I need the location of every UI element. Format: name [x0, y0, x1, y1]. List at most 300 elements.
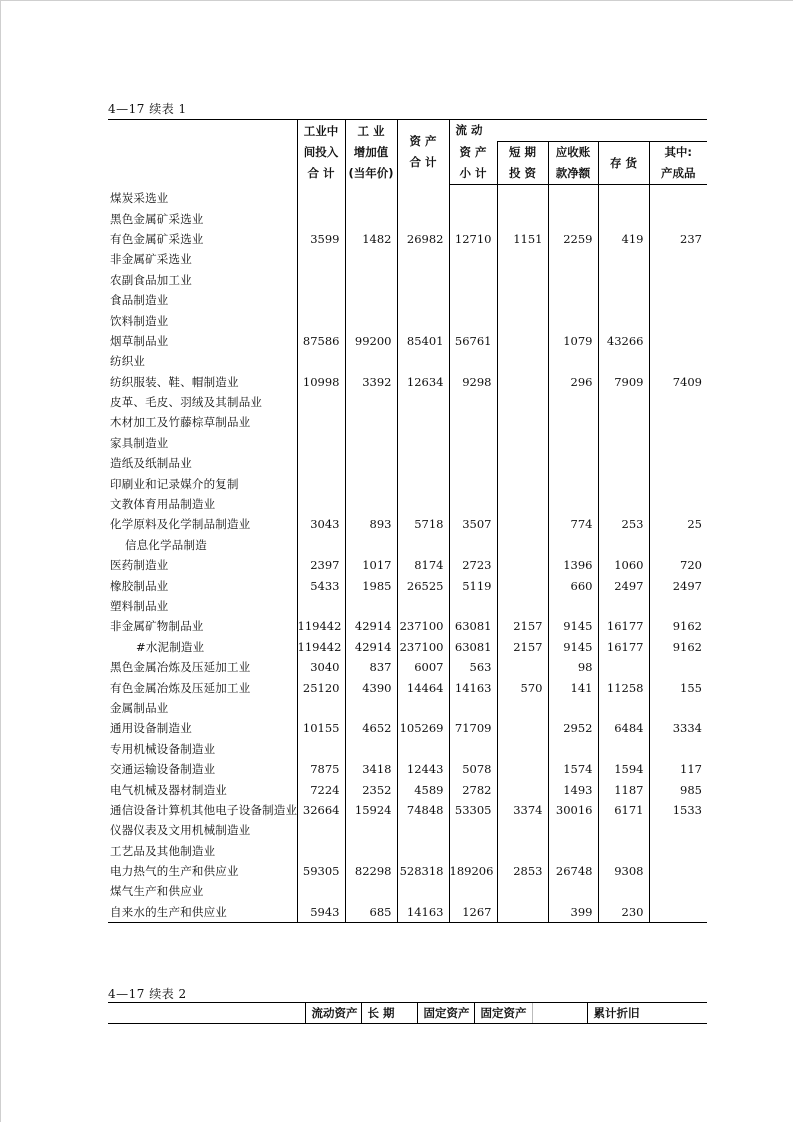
value-cell: [598, 881, 649, 901]
value-cell: [449, 881, 497, 901]
value-cell: [397, 392, 449, 412]
value-cell: 12443: [397, 759, 449, 779]
value-cell: [297, 310, 345, 330]
value-cell: [497, 779, 548, 799]
industry-name: 煤气生产和供应业: [110, 884, 204, 899]
industry-name: 电力热气的生产和供应业: [110, 864, 239, 879]
value-cell: [449, 739, 497, 759]
value-cell: [598, 208, 649, 228]
value-cell: 105269: [397, 718, 449, 738]
value-cell: [649, 331, 707, 351]
value-cell: [345, 739, 397, 759]
value-cell: [548, 535, 598, 555]
table2-col-current-assets: 流动资产: [305, 1003, 361, 1024]
value-cell: [345, 881, 397, 901]
value-cell: [297, 185, 345, 209]
value-cell: 9162: [649, 637, 707, 657]
value-cell: 2853: [497, 861, 548, 881]
value-cell: [397, 820, 449, 840]
table-row: [108, 290, 707, 310]
value-cell: [345, 290, 397, 310]
value-cell: [449, 453, 497, 473]
value-cell: 5943: [297, 902, 345, 923]
value-cell: [397, 596, 449, 616]
table-header: [108, 120, 707, 185]
industry-name: 食品制造业: [110, 293, 169, 308]
value-cell: [449, 433, 497, 453]
value-cell: [397, 310, 449, 330]
value-cell: [598, 841, 649, 861]
industry-name: 文教体育用品制造业: [110, 497, 216, 512]
value-cell: 9298: [449, 372, 497, 392]
value-cell: 32664: [297, 800, 345, 820]
value-cell: [598, 657, 649, 677]
industry-name: 造纸及纸制品业: [110, 456, 192, 471]
value-cell: 63081: [449, 616, 497, 636]
value-cell: 893: [345, 514, 397, 534]
value-cell: 3374: [497, 800, 548, 820]
value-cell: [345, 698, 397, 718]
value-cell: 563: [449, 657, 497, 677]
table2-col-fixed-assets: 固定资产: [417, 1003, 474, 1024]
industry-name: 煤炭采选业: [110, 190, 169, 205]
table-row: [108, 881, 707, 901]
value-cell: [397, 208, 449, 228]
value-cell: [598, 185, 649, 209]
value-cell: [497, 841, 548, 861]
value-cell: 3334: [649, 718, 707, 738]
value-cell: 230: [598, 902, 649, 923]
value-cell: [297, 270, 345, 290]
value-cell: 2352: [345, 779, 397, 799]
value-cell: [397, 290, 449, 310]
value-cell: [598, 310, 649, 330]
value-cell: [297, 596, 345, 616]
value-cell: [449, 412, 497, 432]
industry-name: 医药制造业: [110, 558, 169, 573]
value-cell: [497, 698, 548, 718]
value-cell: 2397: [297, 555, 345, 575]
value-cell: [397, 351, 449, 371]
value-cell: [297, 841, 345, 861]
value-cell: 3599: [297, 229, 345, 249]
value-cell: 1151: [497, 229, 548, 249]
value-cell: [449, 473, 497, 493]
value-cell: 25: [649, 514, 707, 534]
value-cell: [548, 433, 598, 453]
value-cell: [397, 473, 449, 493]
table2-col-depreciation: 累计折旧: [587, 1003, 707, 1024]
value-cell: [397, 453, 449, 473]
industry-name: 纺织服装、鞋、帽制造业: [110, 374, 239, 389]
value-cell: 5718: [397, 514, 449, 534]
value-cell: [497, 310, 548, 330]
value-cell: [649, 861, 707, 881]
value-cell: [497, 820, 548, 840]
header-intermediate-input: 工业中 间投入 合 计: [297, 120, 345, 185]
page-edge-left: [0, 0, 1, 1122]
industry-name: 烟草制品业: [110, 333, 169, 348]
value-cell: 14464: [397, 677, 449, 697]
table-row: [108, 208, 707, 228]
value-cell: [449, 185, 497, 209]
value-cell: 12634: [397, 372, 449, 392]
value-cell: [497, 372, 548, 392]
value-cell: 141: [548, 677, 598, 697]
value-cell: [449, 270, 497, 290]
industry-name: 皮革、毛皮、羽绒及其制品业: [110, 395, 263, 410]
value-cell: 30016: [548, 800, 598, 820]
value-cell: [497, 392, 548, 412]
value-cell: [649, 453, 707, 473]
value-cell: [345, 433, 397, 453]
value-cell: 85401: [397, 331, 449, 351]
value-cell: [548, 270, 598, 290]
value-cell: 63081: [449, 637, 497, 657]
table-row: [108, 677, 707, 697]
value-cell: [548, 739, 598, 759]
table-row: [108, 310, 707, 330]
table-row: [108, 494, 707, 514]
value-cell: [649, 249, 707, 269]
value-cell: 253: [598, 514, 649, 534]
value-cell: 2157: [497, 637, 548, 657]
value-cell: [649, 433, 707, 453]
value-cell: 9308: [598, 861, 649, 881]
value-cell: 82298: [345, 861, 397, 881]
value-cell: [548, 841, 598, 861]
table-row: [108, 473, 707, 493]
value-cell: 5078: [449, 759, 497, 779]
header-total-assets: 资 产 合 计: [397, 120, 449, 185]
value-cell: [449, 392, 497, 412]
industry-name: 纺织业: [110, 354, 146, 369]
industry-name: 有色金属矿采选业: [110, 231, 204, 246]
value-cell: 2782: [449, 779, 497, 799]
value-cell: 6007: [397, 657, 449, 677]
value-cell: [598, 290, 649, 310]
value-cell: [297, 290, 345, 310]
value-cell: [297, 739, 345, 759]
value-cell: 419: [598, 229, 649, 249]
value-cell: [497, 535, 548, 555]
value-cell: 528318: [397, 861, 449, 881]
value-cell: [598, 494, 649, 514]
value-cell: 1187: [598, 779, 649, 799]
table-row: [108, 657, 707, 677]
header-current-assets-subtotal: 资 产 小 计: [449, 142, 497, 185]
value-cell: [598, 473, 649, 493]
value-cell: 71709: [449, 718, 497, 738]
value-cell: 2952: [548, 718, 598, 738]
value-cell: 119442: [297, 616, 345, 636]
value-cell: [449, 698, 497, 718]
value-cell: [345, 820, 397, 840]
value-cell: [345, 494, 397, 514]
industry-name: 交通运输设备制造业: [110, 762, 216, 777]
industry-name: 专用机械设备制造业: [110, 741, 216, 756]
value-cell: [649, 902, 707, 923]
value-cell: 1594: [598, 759, 649, 779]
value-cell: [449, 841, 497, 861]
value-cell: [397, 185, 449, 209]
value-cell: 5433: [297, 575, 345, 595]
value-cell: 7875: [297, 759, 345, 779]
value-cell: 2497: [649, 575, 707, 595]
header-value-added: 工 业 增加值 (当年价): [345, 120, 397, 185]
value-cell: 985: [649, 779, 707, 799]
value-cell: 26982: [397, 229, 449, 249]
value-cell: [449, 535, 497, 555]
value-cell: [449, 310, 497, 330]
value-cell: [497, 881, 548, 901]
value-cell: [649, 351, 707, 371]
value-cell: 119442: [297, 637, 345, 657]
value-cell: [497, 270, 548, 290]
value-cell: 1574: [548, 759, 598, 779]
value-cell: [548, 494, 598, 514]
value-cell: 16177: [598, 637, 649, 657]
table-row: [108, 185, 707, 209]
value-cell: 87586: [297, 331, 345, 351]
value-cell: 6484: [598, 718, 649, 738]
value-cell: [598, 249, 649, 269]
value-cell: [649, 535, 707, 555]
value-cell: [649, 310, 707, 330]
value-cell: 1267: [449, 902, 497, 923]
value-cell: [397, 698, 449, 718]
value-cell: 2259: [548, 229, 598, 249]
industry-name: 有色金属冶炼及压延加工业: [110, 680, 251, 695]
value-cell: 3507: [449, 514, 497, 534]
value-cell: 117: [649, 759, 707, 779]
value-cell: [649, 290, 707, 310]
table2-col-fixed-assets-2: 固定资产: [474, 1003, 532, 1024]
table-row: [108, 596, 707, 616]
table2-col-blank: [532, 1003, 587, 1024]
value-cell: 3418: [345, 759, 397, 779]
value-cell: [397, 433, 449, 453]
value-cell: [345, 535, 397, 555]
table-caption: 4—17 续表 1: [108, 102, 187, 116]
value-cell: 720: [649, 555, 707, 575]
value-cell: [497, 759, 548, 779]
value-cell: 774: [548, 514, 598, 534]
value-cell: [598, 270, 649, 290]
value-cell: 1985: [345, 575, 397, 595]
value-cell: [497, 290, 548, 310]
value-cell: [449, 494, 497, 514]
industry-name: 饮料制造业: [110, 313, 169, 328]
value-cell: 14163: [449, 677, 497, 697]
value-cell: [297, 392, 345, 412]
industry-name: 自来水的生产和供应业: [108, 902, 297, 923]
industry-name: 印刷业和记录媒介的复制: [110, 476, 239, 491]
industry-name: 通用设备制造业: [110, 721, 192, 736]
value-cell: 1533: [649, 800, 707, 820]
value-cell: [345, 392, 397, 412]
industry-header-cell: [108, 120, 297, 185]
header-finished-goods: 其中: 产成品: [649, 142, 707, 185]
value-cell: [497, 555, 548, 575]
value-cell: 25120: [297, 677, 345, 697]
value-cell: [397, 535, 449, 555]
value-cell: [598, 433, 649, 453]
value-cell: 296: [548, 372, 598, 392]
industry-name: 黑色金属矿采选业: [110, 211, 204, 226]
continuation-table-header: [108, 1002, 707, 1024]
value-cell: 26525: [397, 575, 449, 595]
value-cell: [497, 902, 548, 923]
value-cell: [297, 535, 345, 555]
value-cell: [497, 718, 548, 738]
value-cell: 2723: [449, 555, 497, 575]
value-cell: 98: [548, 657, 598, 677]
table-row: [108, 575, 707, 595]
value-cell: [397, 249, 449, 269]
table-row: [108, 616, 707, 636]
value-cell: [449, 351, 497, 371]
value-cell: [449, 596, 497, 616]
value-cell: 660: [548, 575, 598, 595]
table-row: [108, 453, 707, 473]
industry-name: 工艺品及其他制造业: [110, 843, 216, 858]
value-cell: 5119: [449, 575, 497, 595]
value-cell: [449, 208, 497, 228]
value-cell: [649, 596, 707, 616]
value-cell: 59305: [297, 861, 345, 881]
industry-name: 非金属矿物制品业: [110, 619, 204, 634]
value-cell: 1493: [548, 779, 598, 799]
table-row: [108, 861, 707, 881]
value-cell: [297, 433, 345, 453]
value-cell: [297, 881, 345, 901]
industry-name: 信息化学品制造: [125, 537, 207, 552]
industry-name: 化学原料及化学制品制造业: [110, 517, 251, 532]
value-cell: [497, 514, 548, 534]
value-cell: [497, 208, 548, 228]
industry-name: 仪器仪表及文用机械制造业: [110, 823, 251, 838]
value-cell: [345, 208, 397, 228]
value-cell: [598, 739, 649, 759]
table-row: [108, 555, 707, 575]
value-cell: [548, 473, 598, 493]
value-cell: 14163: [397, 902, 449, 923]
value-cell: [649, 698, 707, 718]
header-inventory: 存 货: [598, 142, 649, 185]
value-cell: [297, 208, 345, 228]
value-cell: 837: [345, 657, 397, 677]
value-cell: 42914: [345, 616, 397, 636]
value-cell: [297, 453, 345, 473]
value-cell: 12710: [449, 229, 497, 249]
value-cell: [345, 351, 397, 371]
value-cell: 7409: [649, 372, 707, 392]
value-cell: 1396: [548, 555, 598, 575]
header-current-assets-group: 流 动: [449, 120, 707, 142]
industry-name: 家具制造业: [110, 435, 169, 450]
value-cell: [649, 392, 707, 412]
table-row: [108, 433, 707, 453]
value-cell: [649, 494, 707, 514]
statistics-table: [108, 119, 707, 923]
table-row: [108, 392, 707, 412]
industry-name: 橡胶制品业: [110, 578, 169, 593]
table-row: [108, 535, 707, 555]
value-cell: [345, 473, 397, 493]
value-cell: 16177: [598, 616, 649, 636]
table-row: [108, 331, 707, 351]
value-cell: [297, 494, 345, 514]
value-cell: [345, 310, 397, 330]
value-cell: [598, 535, 649, 555]
value-cell: [598, 820, 649, 840]
table-row: [108, 841, 707, 861]
value-cell: [397, 412, 449, 432]
value-cell: 4652: [345, 718, 397, 738]
value-cell: [345, 453, 397, 473]
value-cell: [449, 249, 497, 269]
value-cell: [548, 249, 598, 269]
industry-name: 电气机械及器材制造业: [110, 782, 227, 797]
value-cell: [497, 494, 548, 514]
table-row: [108, 800, 707, 820]
table-row: [108, 739, 707, 759]
value-cell: [598, 453, 649, 473]
value-cell: [449, 290, 497, 310]
value-cell: [345, 185, 397, 209]
value-cell: [345, 596, 397, 616]
table-row: [108, 372, 707, 392]
value-cell: 399: [548, 902, 598, 923]
value-cell: [548, 208, 598, 228]
value-cell: [548, 698, 598, 718]
value-cell: 9145: [548, 616, 598, 636]
value-cell: 1482: [345, 229, 397, 249]
value-cell: 9145: [548, 637, 598, 657]
value-cell: [548, 351, 598, 371]
value-cell: 53305: [449, 800, 497, 820]
value-cell: [397, 841, 449, 861]
value-cell: 189206: [449, 861, 497, 881]
value-cell: [548, 185, 598, 209]
value-cell: [397, 881, 449, 901]
value-cell: 7909: [598, 372, 649, 392]
value-cell: [345, 249, 397, 269]
value-cell: [598, 596, 649, 616]
value-cell: [598, 351, 649, 371]
value-cell: [497, 433, 548, 453]
value-cell: [548, 310, 598, 330]
header-short-term-investment: 短 期 投 资: [497, 142, 548, 185]
page-edge-top: [0, 0, 793, 1]
value-cell: [497, 739, 548, 759]
value-cell: [548, 290, 598, 310]
value-cell: [297, 820, 345, 840]
table-row: [108, 412, 707, 432]
table-row: [108, 759, 707, 779]
industry-name: 非金属矿采选业: [110, 252, 192, 267]
value-cell: [497, 473, 548, 493]
value-cell: 9162: [649, 616, 707, 636]
value-cell: [345, 412, 397, 432]
table-row: [108, 718, 707, 738]
value-cell: 99200: [345, 331, 397, 351]
value-cell: 8174: [397, 555, 449, 575]
value-cell: [497, 596, 548, 616]
industry-name: 黑色金属冶炼及压延加工业: [110, 660, 251, 675]
industry-name: 农副食品加工业: [110, 272, 192, 287]
